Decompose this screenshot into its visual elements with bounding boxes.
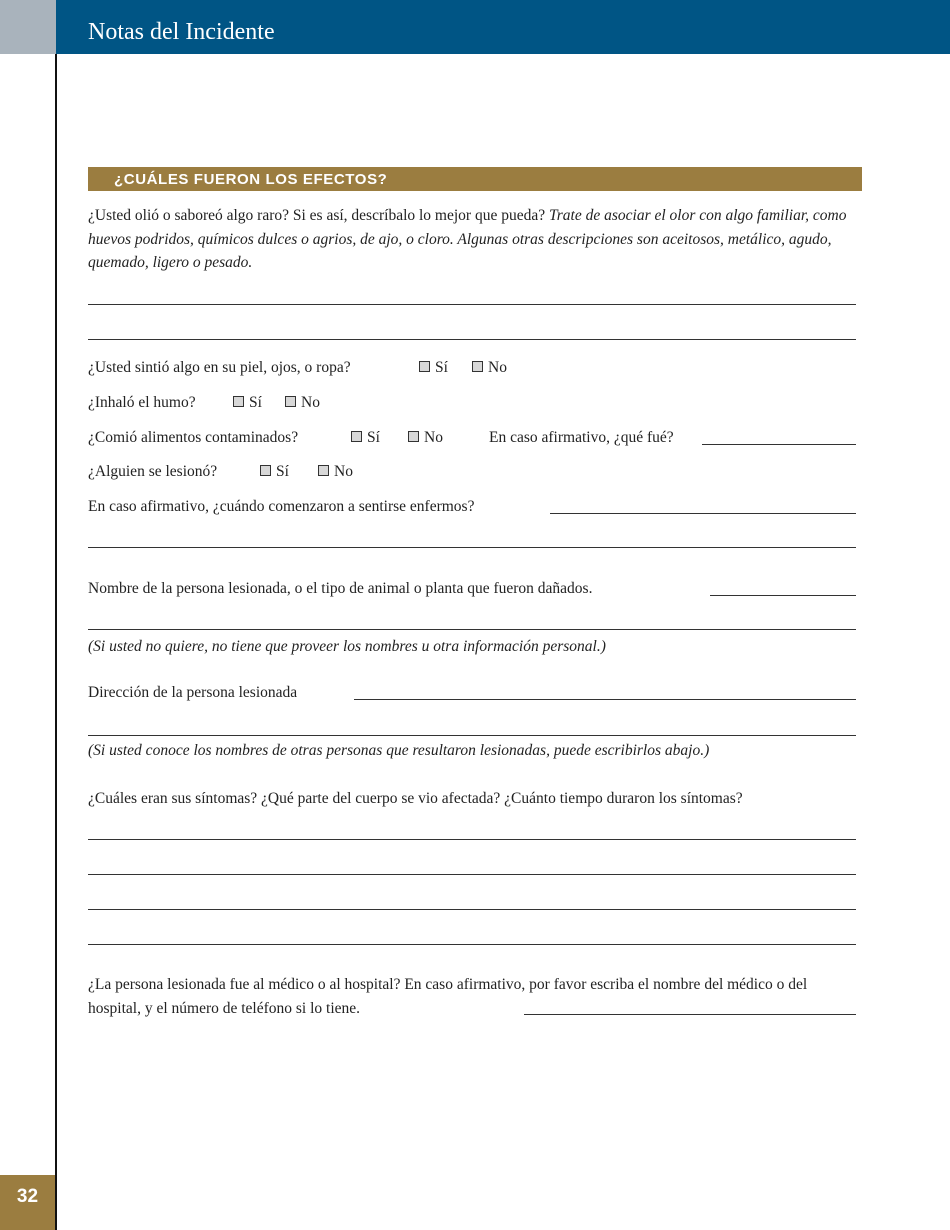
name-question: Nombre de la persona lesionada, o el tipo de animal o planta que fueron dañados.: [88, 580, 593, 597]
name-answer-line-2[interactable]: [88, 629, 856, 630]
page-number-box: [0, 1175, 55, 1230]
smell-answer-line-2[interactable]: [88, 339, 856, 340]
address-question: Dirección de la persona lesionada: [88, 684, 298, 701]
injured-no-checkbox[interactable]: [318, 465, 329, 476]
smoke-yes-checkbox[interactable]: [233, 396, 244, 407]
symptoms-question: ¿Cuáles eran sus síntomas? ¿Qué parte del cuerpo se vio afectada? ¿Cuánto tiempo duraron los síntomas?: [88, 790, 743, 807]
doctor-question: ¿La persona lesionada fue al médico o al hospital? En caso afirmativo, por favor escriba el nombre del médico o del hospital, y el número de teléfono si lo tiene.: [88, 976, 808, 1017]
food-followup-line[interactable]: [702, 444, 856, 445]
when-question: En caso afirmativo, ¿cuándo comenzaron a sentirse enfermos?: [88, 498, 475, 515]
page-number: 32: [16, 1186, 39, 1207]
name-answer-line-1[interactable]: [710, 595, 856, 596]
symptoms-answer-line-4[interactable]: [88, 944, 856, 945]
corner-block: [0, 0, 56, 54]
address-answer-line-1[interactable]: [354, 699, 856, 700]
food-no-checkbox[interactable]: [408, 431, 419, 442]
address-answer-line-2[interactable]: [88, 735, 856, 736]
skin-no-label: No: [488, 359, 507, 376]
page-title: Notas del Incidente: [88, 19, 275, 45]
injured-yes-checkbox[interactable]: [260, 465, 271, 476]
section-title: ¿CUÁLES FUERON LOS EFECTOS?: [114, 171, 388, 188]
smoke-question: ¿Inhaló el humo?: [88, 394, 196, 411]
symptoms-answer-line-3[interactable]: [88, 909, 856, 910]
smoke-yes-label: Sí: [249, 394, 262, 411]
skin-yes-label: Sí: [435, 359, 448, 376]
symptoms-answer-line-1[interactable]: [88, 839, 856, 840]
other-injured-note: (Si usted conoce los nombres de otras personas que resultaron lesionadas, puede escribirlos abajo.): [88, 742, 710, 759]
when-answer-line-2[interactable]: [88, 547, 856, 548]
skin-question: ¿Usted sintió algo en su piel, ojos, o ropa?: [88, 359, 351, 376]
smell-question: [88, 204, 862, 275]
food-no-label: No: [424, 429, 443, 446]
doctor-answer-line[interactable]: [524, 1014, 856, 1015]
name-privacy-note: (Si usted no quiere, no tiene que proveer los nombres u otra información personal.): [88, 638, 606, 655]
section-header-bar: [88, 167, 862, 191]
left-margin-rule: [55, 54, 57, 1230]
when-answer-line-1[interactable]: [550, 513, 856, 514]
food-yes-checkbox[interactable]: [351, 431, 362, 442]
food-followup-label: En caso afirmativo, ¿qué fué?: [489, 429, 674, 446]
injured-no-label: No: [334, 463, 353, 480]
injured-question: ¿Alguien se lesionó?: [88, 463, 218, 480]
smoke-no-checkbox[interactable]: [285, 396, 296, 407]
smell-answer-line-1[interactable]: [88, 304, 856, 305]
page-header: [56, 0, 950, 54]
skin-no-checkbox[interactable]: [472, 361, 483, 372]
food-yes-label: Sí: [367, 429, 380, 446]
smell-question-hint: Trate de asociar el olor con algo familiar, como huevos podridos, químicos dulces o agrios, de ajo, o cloro. Algunas otras descripciones son aceitosos, metálico, agudo, quemado, ligero o pesado.: [88, 207, 847, 271]
food-question: ¿Comió alimentos contaminados?: [88, 429, 299, 446]
smell-question-text: ¿Usted olió o saboreó algo raro? Si es así, descríbalo lo mejor que pueda?: [88, 207, 549, 224]
skin-yes-checkbox[interactable]: [419, 361, 430, 372]
injured-yes-label: Sí: [276, 463, 289, 480]
symptoms-answer-line-2[interactable]: [88, 874, 856, 875]
smoke-no-label: No: [301, 394, 320, 411]
